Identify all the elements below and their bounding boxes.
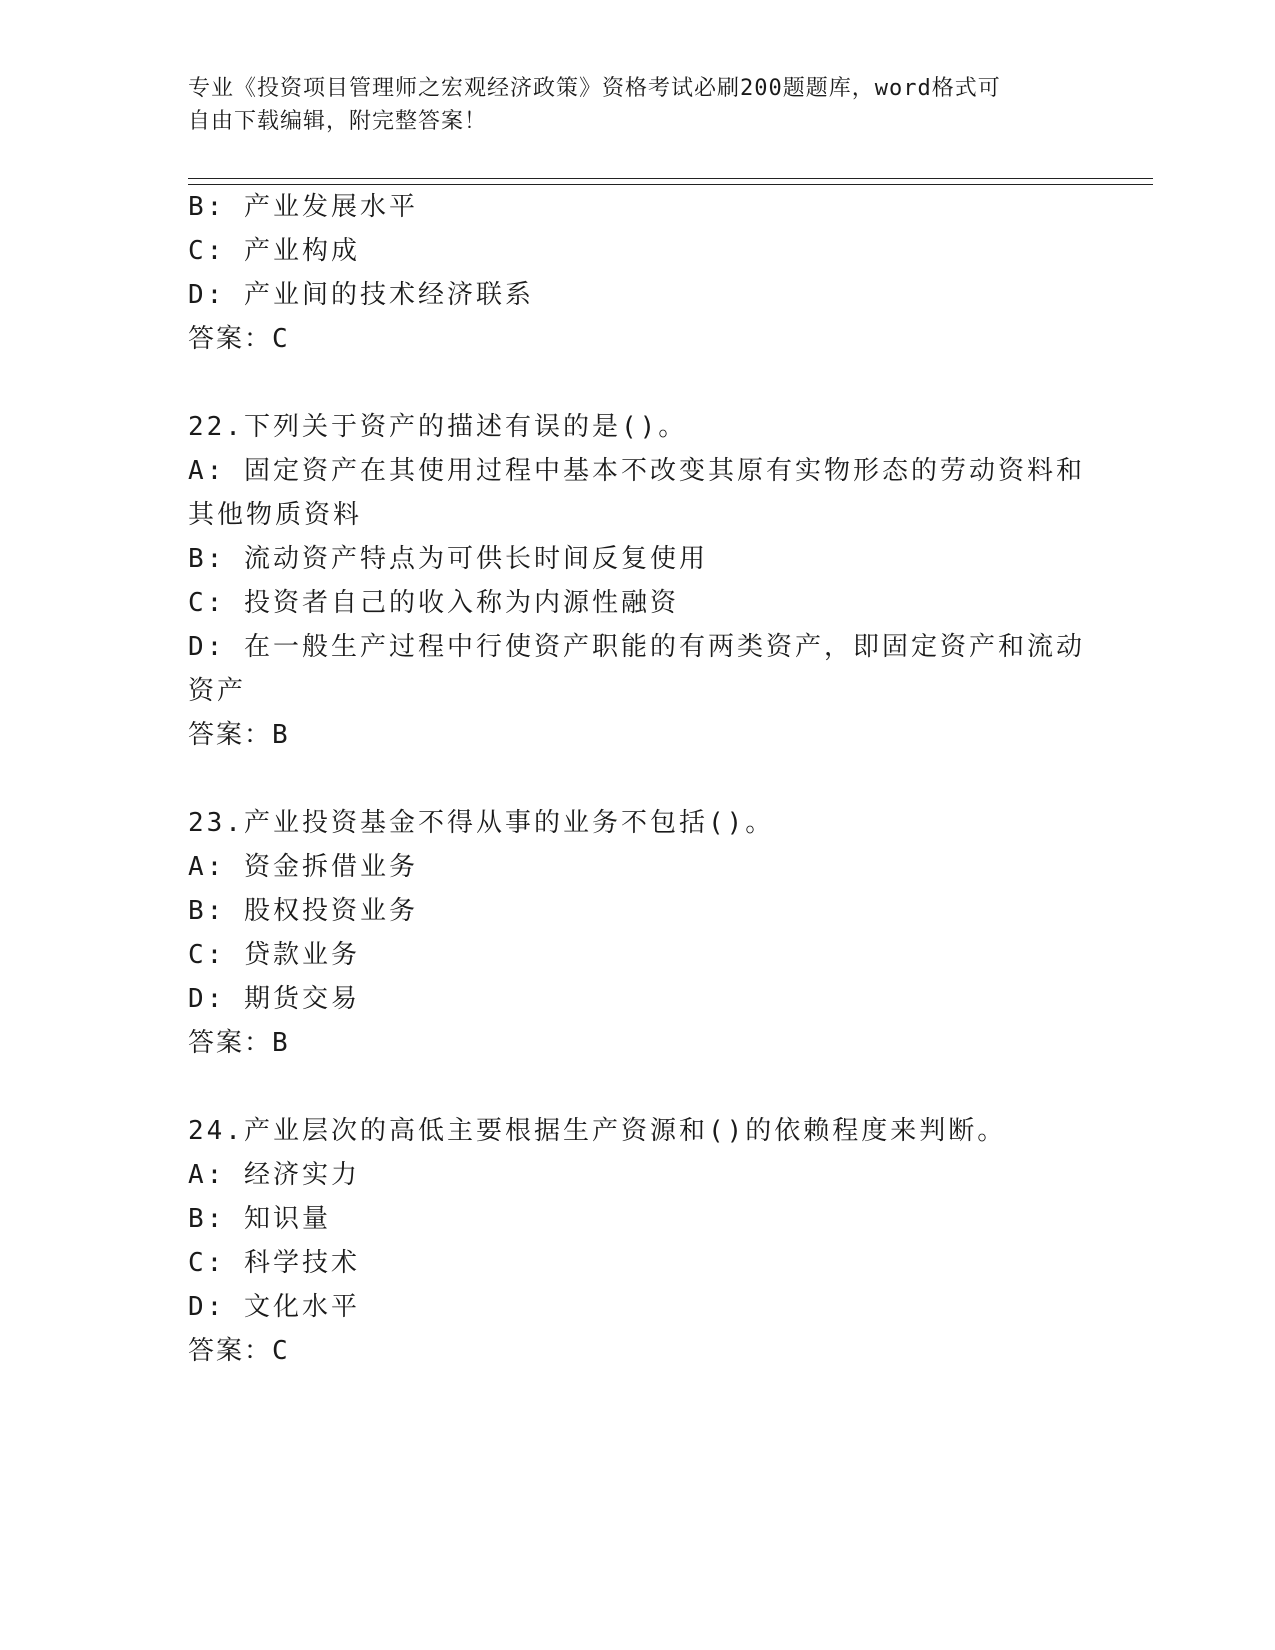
header-title-line-1: 专业《投资项目管理师之宏观经济政策》资格考试必刷200题题库，word格式可 [188, 76, 1001, 101]
q22-option-a-line-2: 其他物质资料 [188, 500, 363, 530]
q23-option-c: C: 贷款业务 [188, 940, 360, 970]
q23-option-a: A: 资金拆借业务 [188, 852, 418, 882]
q23-answer: 答案：B [188, 1028, 290, 1058]
q24-option-b: B: 知识量 [188, 1204, 331, 1234]
q22-answer: 答案：B [188, 720, 290, 750]
q23-option-b: B: 股权投资业务 [188, 896, 418, 926]
q22-option-b: B: 流动资产特点为可供长时间反复使用 [188, 544, 708, 574]
document-header [188, 72, 1068, 138]
header-title-line-2: 自由下载编辑，附完整答案！ [188, 109, 488, 134]
q24-answer: 答案：C [188, 1336, 290, 1366]
q21-option-d: D: 产业间的技术经济联系 [188, 280, 534, 310]
q21-answer: 答案：C [188, 324, 290, 354]
header-rule-top [188, 178, 1153, 179]
q21-option-b: B: 产业发展水平 [188, 192, 418, 222]
q22-option-d-line-2: 资产 [188, 676, 247, 706]
q22-option-d-line-1: D: 在一般生产过程中行使资产职能的有两类资产，即固定资产和流动 [188, 632, 1085, 662]
q22-option-a-line-1: A: 固定资产在其使用过程中基本不改变其原有实物形态的劳动资料和 [188, 456, 1085, 486]
q23-stem: 23.产业投资基金不得从事的业务不包括()。 [188, 808, 775, 838]
q24-option-d: D: 文化水平 [188, 1292, 360, 1322]
q24-stem: 24.产业层次的高低主要根据生产资源和()的依赖程度来判断。 [188, 1116, 1007, 1146]
q22-stem: 22.下列关于资产的描述有误的是()。 [188, 412, 688, 442]
q21-option-c: C: 产业构成 [188, 236, 360, 266]
q24-option-c: C: 科学技术 [188, 1248, 360, 1278]
q23-option-d: D: 期货交易 [188, 984, 360, 1014]
header-rule-bottom [188, 184, 1153, 185]
q22-option-c: C: 投资者自己的收入称为内源性融资 [188, 588, 679, 618]
q24-option-a: A: 经济实力 [188, 1160, 360, 1190]
